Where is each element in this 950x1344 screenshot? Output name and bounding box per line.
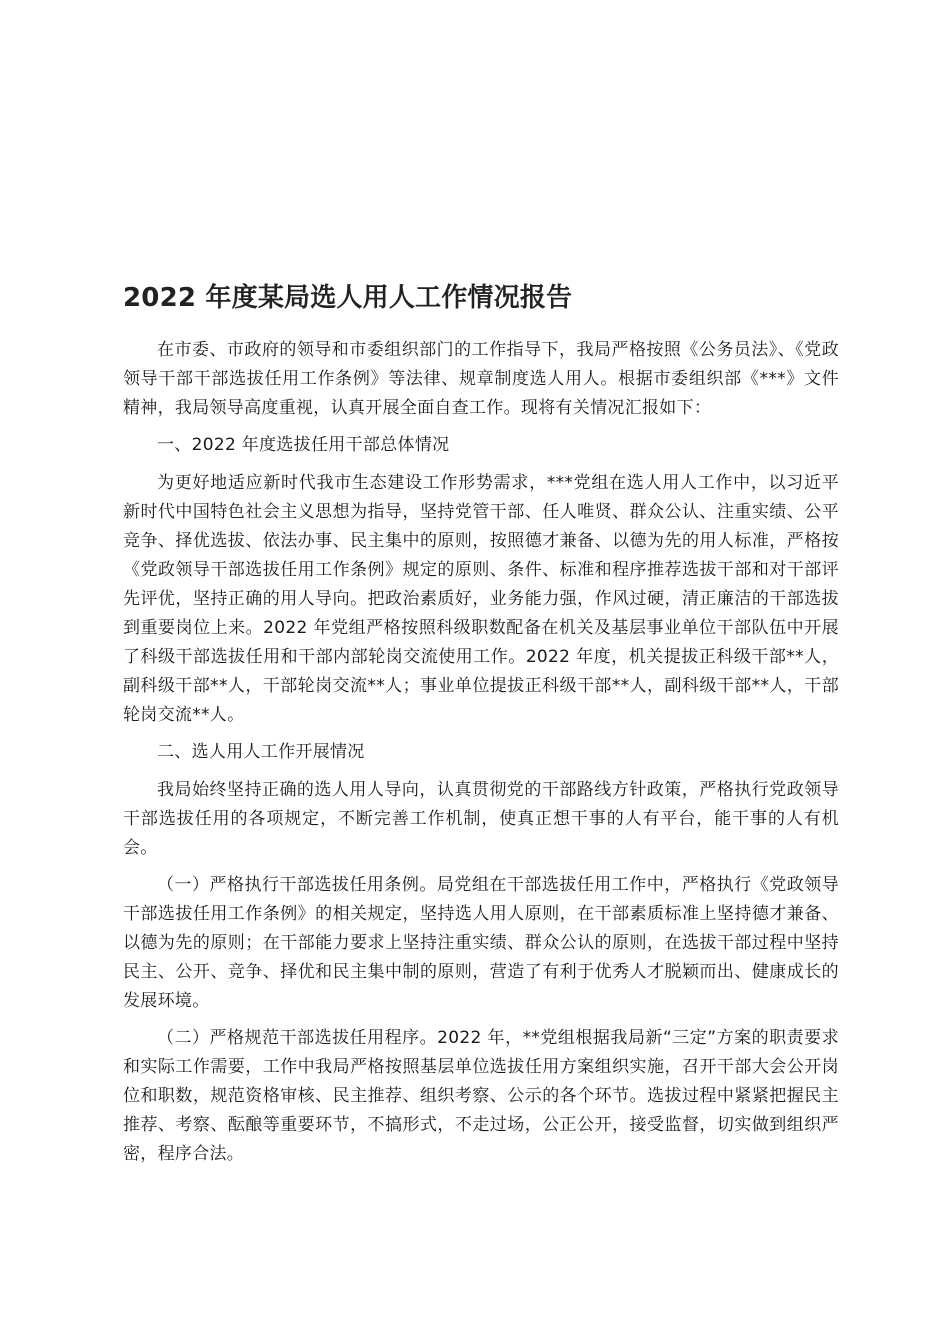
paragraph-section-2: 我局始终坚持正确的选人用人导向，认真贯彻党的干部路线方针政策，严格执行党政领导干部选拔任用的各项规定，不断完善工作机制，使真正想干事的人有平台，能干事的人有机会。 bbox=[123, 780, 839, 858]
paragraph-intro: 在市委、市政府的领导和市委组织部门的工作指导下，我局严格按照《公务员法》、《党政领导干部干部选拔任用工作条例》等法律、规章制度选人用人。根据市委组织部《***》文件精神，我局领导高度重视，认真开展全面自查工作。现将有关情况汇报如下： bbox=[123, 340, 839, 418]
paragraph-subsection-2: （二）严格规范干部选拔任用程序。2022 年，**党组根据我局新“三定”方案的职责要求和实际工作需要，工作中我局严格按照基层单位选拔任用方案组织实施，召开干部大会公开岗位和职数，规范资格审核、民主推荐、组织考察、公示的各个环节。选拔过程中紧紧把握民主推荐、考察、酝酿等重要环节，不搞形式，不走过场，公正公开，接受监督，切实做到组织严密，程序合法。 bbox=[123, 1028, 839, 1164]
paragraph-section-1: 为更好地适应新时代我市生态建设工作形势需求，***党组在选人用人工作中，以习近平新时代中国特色社会主义思想为指导，坚持党管干部、任人唯贤、群众公认、注重实绩、公平竞争、择优选拔、依法办事、民主集中的原则，按照德才兼备、以德为先的用人标准，严格按《党政领导干部选拔任用工作条例》规定的原则、条件、标准和程序推荐选拔干部和对干部评先评优，坚持正确的用人导向。把政治素质好，业务能力强，作风过硬，清正廉洁的干部选拔到重要岗位上来。2022 年党组严格按照科级职数配备在机关及基层事业单位干部队伍中开展了科级干部选拔任用和干部内部轮岗交流使用工作。2022 年度，机关提拔正科级干部**人，副科级干部**人，干部轮岗交流**人；事业单位提拔正科级干部**人，副科级干部**人，干部轮岗交流**人。 bbox=[123, 473, 839, 725]
paragraph-subsection-1: （一）严格执行干部选拔任用条例。局党组在干部选拔任用工作中，严格执行《党政领导干部选拔任用工作条例》的相关规定，坚持选人用人原则，在干部素质标准上坚持德才兼备、以德为先的原则；在干部能力要求上坚持注重实绩、群众公认的原则，在选拔干部过程中坚持民主、公开、竞争、择优和民主集中制的原则，营造了有利于优秀人才脱颖而出、健康成长的发展环境。 bbox=[123, 875, 839, 1011]
document-title: 2022 年度某局选人用人工作情况报告 bbox=[123, 283, 573, 313]
section-heading-2: 二、选人用人工作开展情况 bbox=[157, 742, 365, 762]
section-heading-1: 一、2022 年度选拔任用干部总体情况 bbox=[157, 435, 450, 455]
document-page bbox=[123, 280, 839, 1177]
